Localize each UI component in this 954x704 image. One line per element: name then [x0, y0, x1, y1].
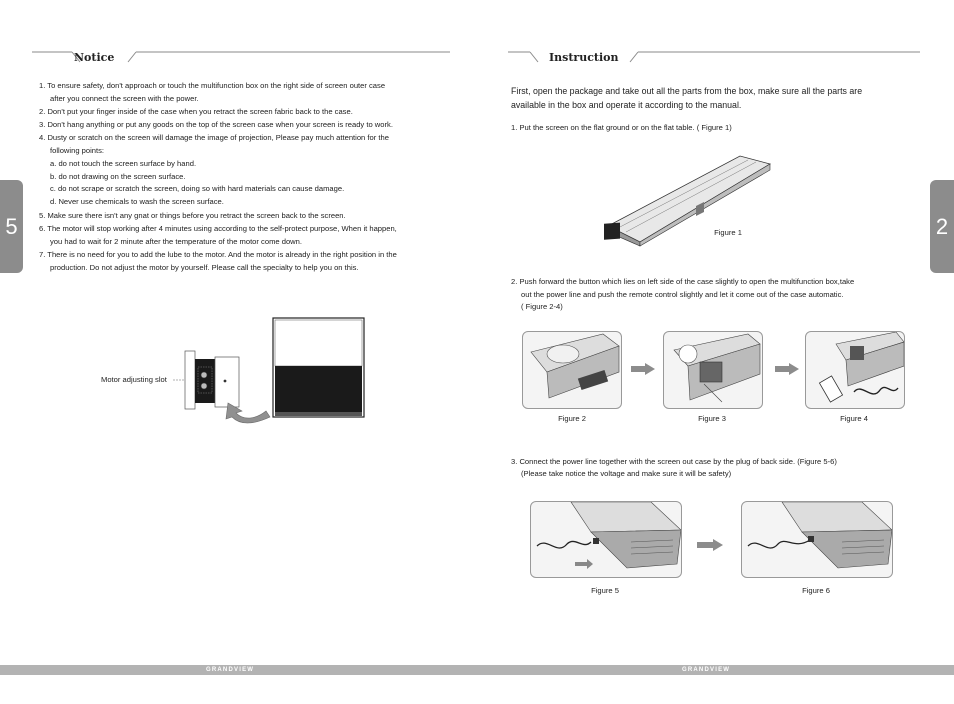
figure-4-image	[805, 331, 905, 409]
notice-item: 7. There is no need for you to add the lube to the motor. And the motor is already in the right position in the	[39, 250, 397, 259]
page-number-left: 5	[5, 213, 18, 239]
figure-5-drawing	[531, 502, 681, 577]
notice-item: 6. The motor will stop working after 4 minutes using according to the self-protect purpose, When it happen,	[39, 224, 397, 233]
notice-item: following points:	[50, 146, 105, 155]
figure-6-image	[741, 501, 893, 578]
intro-text: First, open the package and take out all the parts from the box, make sure all the parts are	[511, 86, 863, 96]
step-3-text: 3. Connect the power line together with the screen out case by the plug of back side. (Figure 5-6)	[511, 457, 837, 466]
step-1-text: 1. Put the screen on the flat ground or on the flat table. ( Figure 1)	[511, 123, 732, 132]
brand-logo-left: GRANDVIEW	[206, 667, 255, 673]
instruction-title: Instruction	[549, 51, 619, 64]
arrow-right-icon	[697, 539, 723, 551]
motor-illustration	[172, 315, 372, 440]
figure-3-drawing	[664, 332, 762, 408]
arrow-right-icon	[775, 363, 799, 375]
arrow-right-icon	[631, 363, 655, 375]
step-3-text: (Please take notice the voltage and make sure it will be safety)	[521, 469, 732, 478]
notice-item: 5. Make sure there isn't any gnat or things before you retract the screen back to the screen.	[39, 211, 346, 220]
notice-item: 1. To ensure safety, don't approach or touch the multifunction box on the right side of screen outer case	[39, 81, 386, 90]
figure-3-label: Figure 3	[698, 414, 726, 423]
notice-item: 2. Don't put your finger inside of the case when you retract the screen fabric back to the case.	[39, 107, 353, 116]
notice-item: 4. Dusty or scratch on the screen will damage the image of projection, Please pay much attention for the	[39, 133, 389, 142]
figure-3-image	[663, 331, 763, 409]
page-number-right: 2	[935, 213, 949, 239]
figure-2-image	[522, 331, 622, 409]
figure-1-label: Figure 1	[714, 228, 742, 237]
figure-4-drawing	[806, 332, 904, 408]
notice-item: after you connect the screen with the power.	[50, 94, 199, 103]
figure-4-label: Figure 4	[840, 414, 868, 423]
notice-item: b. do not drawing on the screen surface.	[50, 172, 186, 181]
figure-2-drawing	[523, 332, 621, 408]
page-number-left-tab	[0, 180, 23, 273]
figure-5-label: Figure 5	[591, 586, 619, 595]
footer-bar	[0, 665, 954, 675]
notice-item: you had to wait for 2 minute after the temperature of the motor come down.	[50, 237, 302, 246]
brand-logo-right: GRANDVIEW	[682, 667, 731, 673]
step-2-text: 2. Push forward the button which lies on left side of the case slightly to open the multifunction box,take	[511, 277, 855, 286]
notice-title: Notice	[74, 51, 115, 64]
page-number-right-tab	[930, 180, 954, 273]
step-2-text: out the power line and push the remote control slightly and let it come out of the case automatic.	[521, 290, 844, 299]
notice-item: production. Do not adjust the motor by yourself. Please call the specialty to help you on this.	[50, 263, 359, 272]
figure-5-image	[530, 501, 682, 578]
notice-item: a. do not touch the screen surface by hand.	[50, 159, 197, 168]
notice-item: d. Never use chemicals to wash the screen surface.	[50, 197, 224, 206]
step-2-text: ( Figure 2-4)	[521, 302, 563, 311]
notice-item: c. do not scrape or scratch the screen, doing so with hard materials can cause damage.	[50, 184, 345, 193]
figure-6-label: Figure 6	[802, 586, 830, 595]
figure-2-label: Figure 2	[558, 414, 586, 423]
motor-adjusting-slot-label: Motor adjusting slot	[101, 375, 167, 384]
intro-text: available in the box and operate it according to the manual.	[511, 100, 742, 110]
figure-6-drawing	[742, 502, 892, 577]
notice-item: 3. Don't hang anything or put any goods on the top of the screen case when your screen is ready to work.	[39, 120, 393, 129]
